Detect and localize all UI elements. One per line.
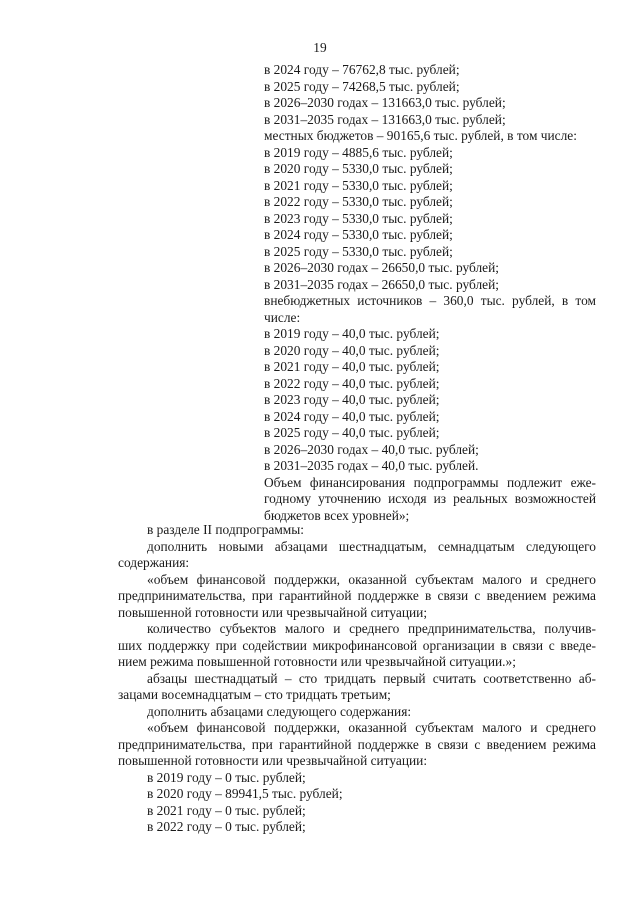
extrabudget-heading: внебюджетных источников – 360,0 тыс. рублей, в том [264,293,596,308]
list-item: в 2019 году – 0 тыс. рублей; [147,769,306,785]
list-item: в 2026–2030 годах – 40,0 тыс. рублей; [264,441,479,457]
list-item: в 2019 году – 4885,6 тыс. рублей; [264,144,453,160]
paragraph-line: повышенной готовности или чрезвычайной ситуации: [118,753,428,768]
amendment-text [118,522,596,836]
financing-note-line: Объем финансирования подпрограммы подлежит еже- [264,474,596,490]
list-item: в 2023 году – 40,0 тыс. рублей; [264,392,440,407]
list-item: в 2020 году – 40,0 тыс. рублей; [264,342,440,358]
list-item: в 2025 году – 5330,0 тыс. рублей; [264,243,453,259]
list-item: в 2031–2035 годах – 131663,0 тыс. рублей; [264,111,506,127]
list-item: в 2019 году – 40,0 тыс. рублей; [264,326,440,341]
paragraph-line: содержания: [118,555,190,570]
paragraph-line: «объем финансовой поддержки, оказанной субъектам малого и среднего [147,720,596,735]
paragraph-line: повышенной готовности или чрезвычайной ситуации; [118,604,428,620]
list-item: в 2020 году – 89941,5 тыс. рублей; [147,786,343,801]
paragraph-line: абзацы шестнадцатый – сто тридцать первый считать соответственно аб- [147,670,596,686]
paragraph-line: «объем финансовой поддержки, оказанной субъектам малого и среднего [147,571,596,587]
list-item: в 2022 году – 40,0 тыс. рублей; [264,375,440,391]
list-item: в 2025 году – 74268,5 тыс. рублей; [264,78,460,94]
list-item: местных бюджетов – 90165,6 тыс. рублей, в том числе: [264,128,577,143]
list-item: в 2024 году – 5330,0 тыс. рублей; [264,227,453,242]
list-item: в 2021 году – 40,0 тыс. рублей; [264,359,440,374]
paragraph-line: дополнить новыми абзацами шестнадцатым, семнадцатым следующего [147,538,596,554]
paragraph-line: дополнить абзацами следующего содержания: [147,703,412,719]
list-item: в 2022 году – 0 тыс. рублей; [147,819,306,834]
list-item: в 2023 году – 5330,0 тыс. рублей; [264,210,453,226]
paragraph-line: зацами восемнадцатым – сто тридцать третьим; [118,687,391,702]
funding-list [264,62,596,524]
list-item: в 2031–2035 годах – 40,0 тыс. рублей. [264,458,479,473]
extrabudget-heading-cont: числе: [264,309,301,325]
list-item: в 2021 году – 5330,0 тыс. рублей; [264,177,453,193]
paragraph-line: ших поддержку при содействии микрофинансовой организации в связи с введе- [118,637,596,653]
list-item: в 2024 году – 76762,8 тыс. рублей; [264,62,460,77]
list-item: в 2025 году – 40,0 тыс. рублей; [264,425,440,440]
list-item: в 2031–2035 годах – 26650,0 тыс. рублей; [264,276,499,292]
list-item: в 2026–2030 годах – 26650,0 тыс. рублей; [264,260,499,275]
paragraph-line: количество субъектов малого и среднего предпринимательства, получив- [147,621,596,636]
list-item: в 2022 году – 5330,0 тыс. рублей; [264,194,453,209]
financing-note-line: бюджетов всех уровней»; [264,507,410,523]
paragraph-line: нием режима повышенной готовности или чрезвычайной ситуации.»; [118,654,516,669]
financing-note-line: годному уточнению исходя из реальных возможностей [264,491,596,506]
list-item: в 2021 году – 0 тыс. рублей; [147,802,306,818]
paragraph-line: предпринимательства, при гарантийной поддержке в связи с введением режима [118,736,596,752]
page-number: 19 [313,40,327,55]
list-item: в 2020 году – 5330,0 тыс. рублей; [264,161,453,176]
list-item: в 2024 году – 40,0 тыс. рублей; [264,408,440,424]
paragraph-line: предпринимательства, при гарантийной поддержке в связи с введением режима [118,588,596,603]
section-reference: в разделе II подпрограммы: [147,522,304,537]
list-item: в 2026–2030 годах – 131663,0 тыс. рублей; [264,95,506,110]
